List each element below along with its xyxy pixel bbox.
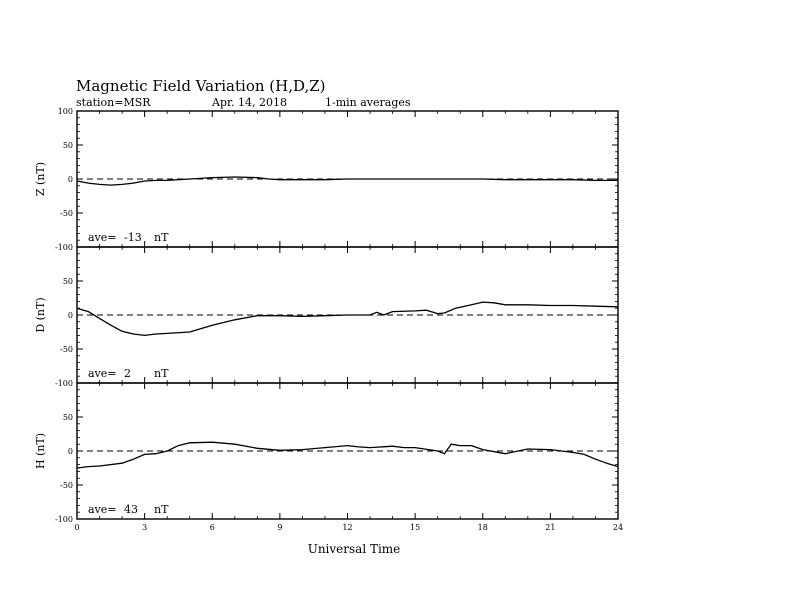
x-tick-label: 6 [209, 523, 215, 532]
y-tick-label: 50 [62, 141, 73, 150]
ave-label: ave= [88, 231, 117, 244]
ave-unit: nT [154, 231, 169, 244]
y-tick-label: -50 [60, 345, 73, 354]
x-tick-label: 24 [612, 523, 624, 532]
series-line-z [77, 177, 618, 185]
y-tick-label: -100 [55, 379, 73, 388]
ave-value: 2 [124, 367, 131, 380]
ave-label: ave= [88, 503, 117, 516]
station-label: station=MSR [76, 96, 151, 109]
ave-unit: nT [154, 503, 169, 516]
y-tick-label: 50 [62, 413, 73, 422]
ave-value: 43 [124, 503, 138, 516]
averaging-label: 1-min averages [325, 96, 411, 109]
panel-z [34, 107, 618, 252]
y-tick-label: -100 [55, 243, 73, 252]
x-tick-label: 9 [277, 523, 283, 532]
series-line-h [77, 442, 618, 468]
panel-d [34, 247, 618, 388]
panel-h [34, 383, 618, 524]
panels-group [34, 107, 623, 532]
y-tick-label: 0 [67, 175, 73, 184]
y-tick-label: -50 [60, 209, 73, 218]
series-line-d [77, 302, 618, 335]
y-tick-label: -100 [55, 515, 73, 524]
x-tick-label: 0 [74, 523, 80, 532]
y-tick-label: 50 [62, 277, 73, 286]
ave-unit: nT [154, 367, 169, 380]
y-tick-label: 0 [67, 311, 73, 320]
y-tick-label: -50 [60, 481, 73, 490]
ave-label: ave= [88, 367, 117, 380]
y-tick-label: 0 [67, 447, 73, 456]
x-tick-label: 12 [342, 523, 353, 532]
y-axis-label: D (nT) [34, 297, 47, 333]
x-tick-label: 3 [142, 523, 148, 532]
x-tick-label: 18 [477, 523, 488, 532]
y-axis-label: H (nT) [34, 432, 47, 470]
y-axis-label: Z (nT) [34, 161, 47, 197]
ave-value: -13 [124, 231, 142, 244]
x-tick-label: 15 [410, 523, 421, 532]
y-tick-label: 100 [57, 107, 73, 116]
x-axis-label: Universal Time [307, 542, 401, 556]
x-tick-label: 21 [545, 523, 556, 532]
date-label: Apr. 14, 2018 [212, 96, 288, 109]
chart-title: Magnetic Field Variation (H,D,Z) [76, 77, 326, 95]
